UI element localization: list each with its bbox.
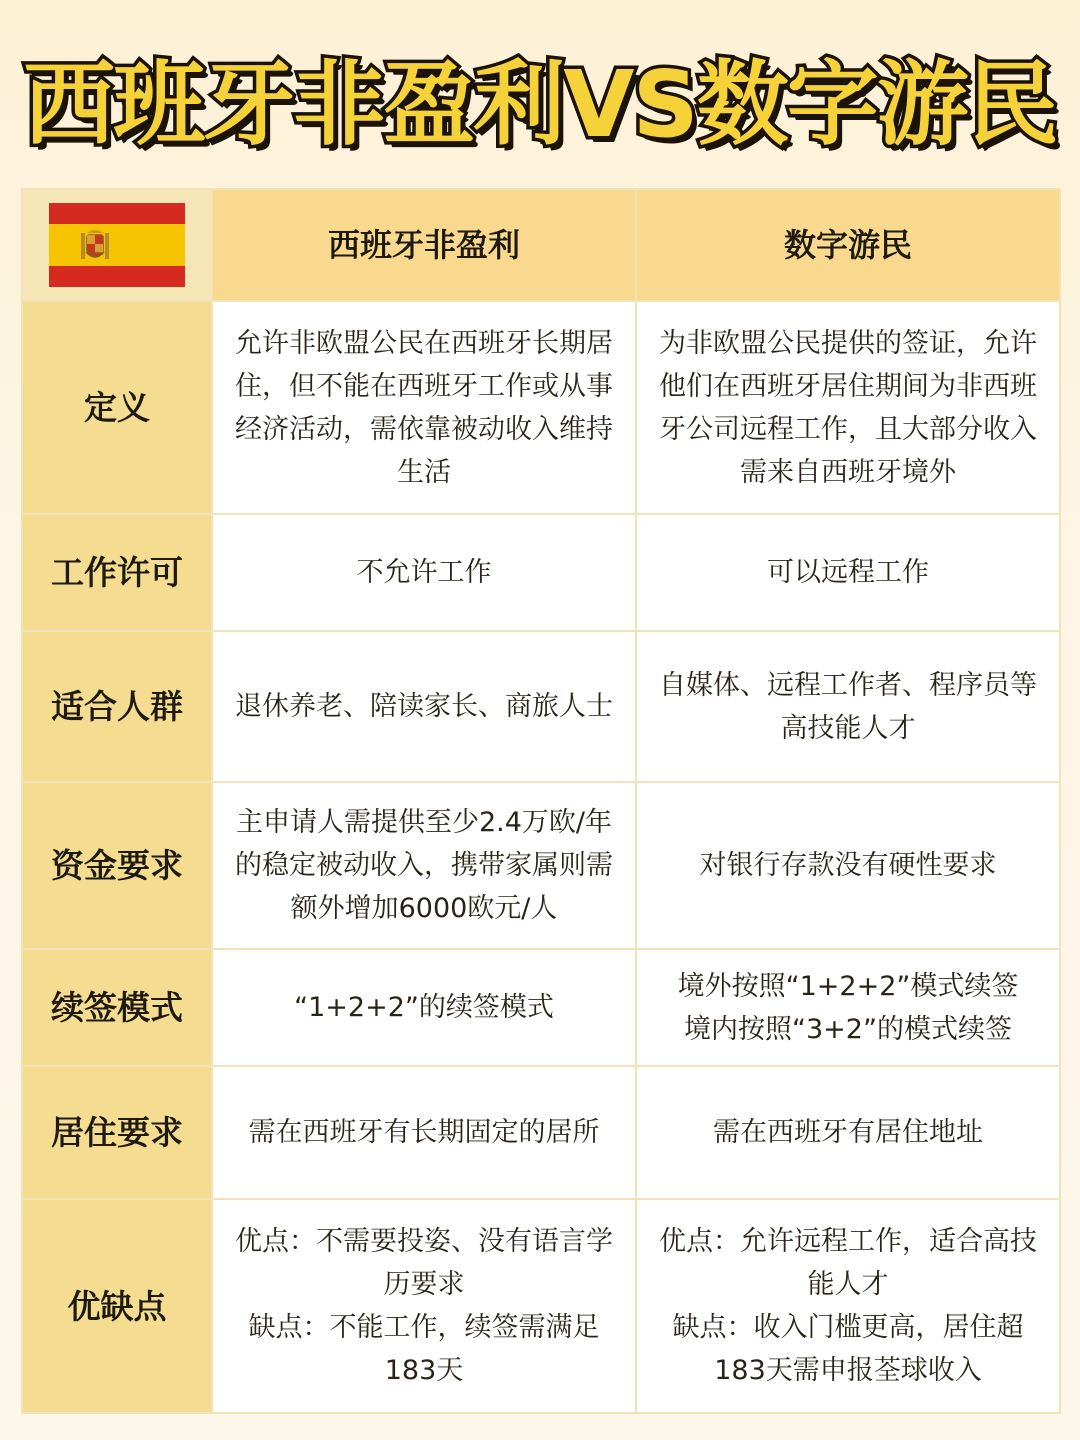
row-label-pros-cons: 优缺点 [22,1199,212,1413]
header-non-lucrative: 西班牙非盈利 [212,189,636,301]
row-label-renewal: 续签模式 [22,949,212,1066]
comparison-table [21,188,1061,1414]
table-row [22,514,1060,631]
pros-line: 优点：允许远程工作，适合高技能人才 [659,1226,1037,1300]
table-row [22,782,1060,949]
cell-work-permit-digital-nomad: 可以远程工作 [636,514,1060,631]
cell-renewal-digital-nomad [636,949,1060,1066]
table-row [22,301,1060,514]
row-label-definition: 定义 [22,301,212,514]
cell-pros-cons-digital-nomad [636,1199,1060,1413]
row-label-target-group: 适合人群 [22,631,212,782]
table-row [22,949,1060,1066]
cell-pros-cons-non-lucrative [212,1199,636,1413]
cell-renewal-non-lucrative: “1+2+2”的续签模式 [212,949,636,1066]
header-digital-nomad: 数字游民 [636,189,1060,301]
cell-definition-digital-nomad: 为非欧盟公民提供的签证，允许他们在西班牙居住期间为非西班牙公司远程工作，且大部分收入需来自西班牙境外 [636,301,1060,514]
table-row [22,1199,1060,1413]
row-label-work-permit: 工作许可 [22,514,212,631]
row-label-residence: 居住要求 [22,1066,212,1199]
table-row [22,631,1060,782]
cell-target-group-digital-nomad: 自媒体、远程工作者、程序员等高技能人才 [636,631,1060,782]
table-header-row [22,189,1060,301]
spain-flag-icon [49,203,185,287]
cell-residence-digital-nomad: 需在西班牙有居住地址 [636,1066,1060,1199]
cons-line: 缺点：收入门槛更高，居住超183天需申报荃球收入 [672,1312,1024,1386]
cell-residence-non-lucrative: 需在西班牙有长期固定的居所 [212,1066,636,1199]
cons-line: 缺点：不能工作，续签需满足183天 [248,1312,600,1386]
cell-funding-non-lucrative: 主申请人需提供至少2.4万欧/年的稳定被动收入，携带家属则需额外增加6000欧元/人 [212,782,636,949]
renewal-line-abroad: 境外按照“1+2+2”模式续签 [677,970,1019,1002]
table-row [22,1066,1060,1199]
renewal-line-domestic: 境内按照“3+2”的模式续签 [684,1013,1012,1045]
cell-work-permit-non-lucrative: 不允许工作 [212,514,636,631]
flag-cell [22,189,212,301]
pros-line: 优点：不需要投姿、没有语言学历要求 [235,1226,613,1300]
page-title: 西班牙非盈利VS数字游民 [23,51,1057,158]
row-label-funding: 资金要求 [22,782,212,949]
cell-funding-digital-nomad: 对银行存款没有硬性要求 [636,782,1060,949]
cell-target-group-non-lucrative: 退休养老、陪读家长、商旅人士 [212,631,636,782]
cell-definition-non-lucrative: 允许非欧盟公民在西班牙长期居住，但不能在西班牙工作或从事经济活动，需依靠被动收入维持生活 [212,301,636,514]
